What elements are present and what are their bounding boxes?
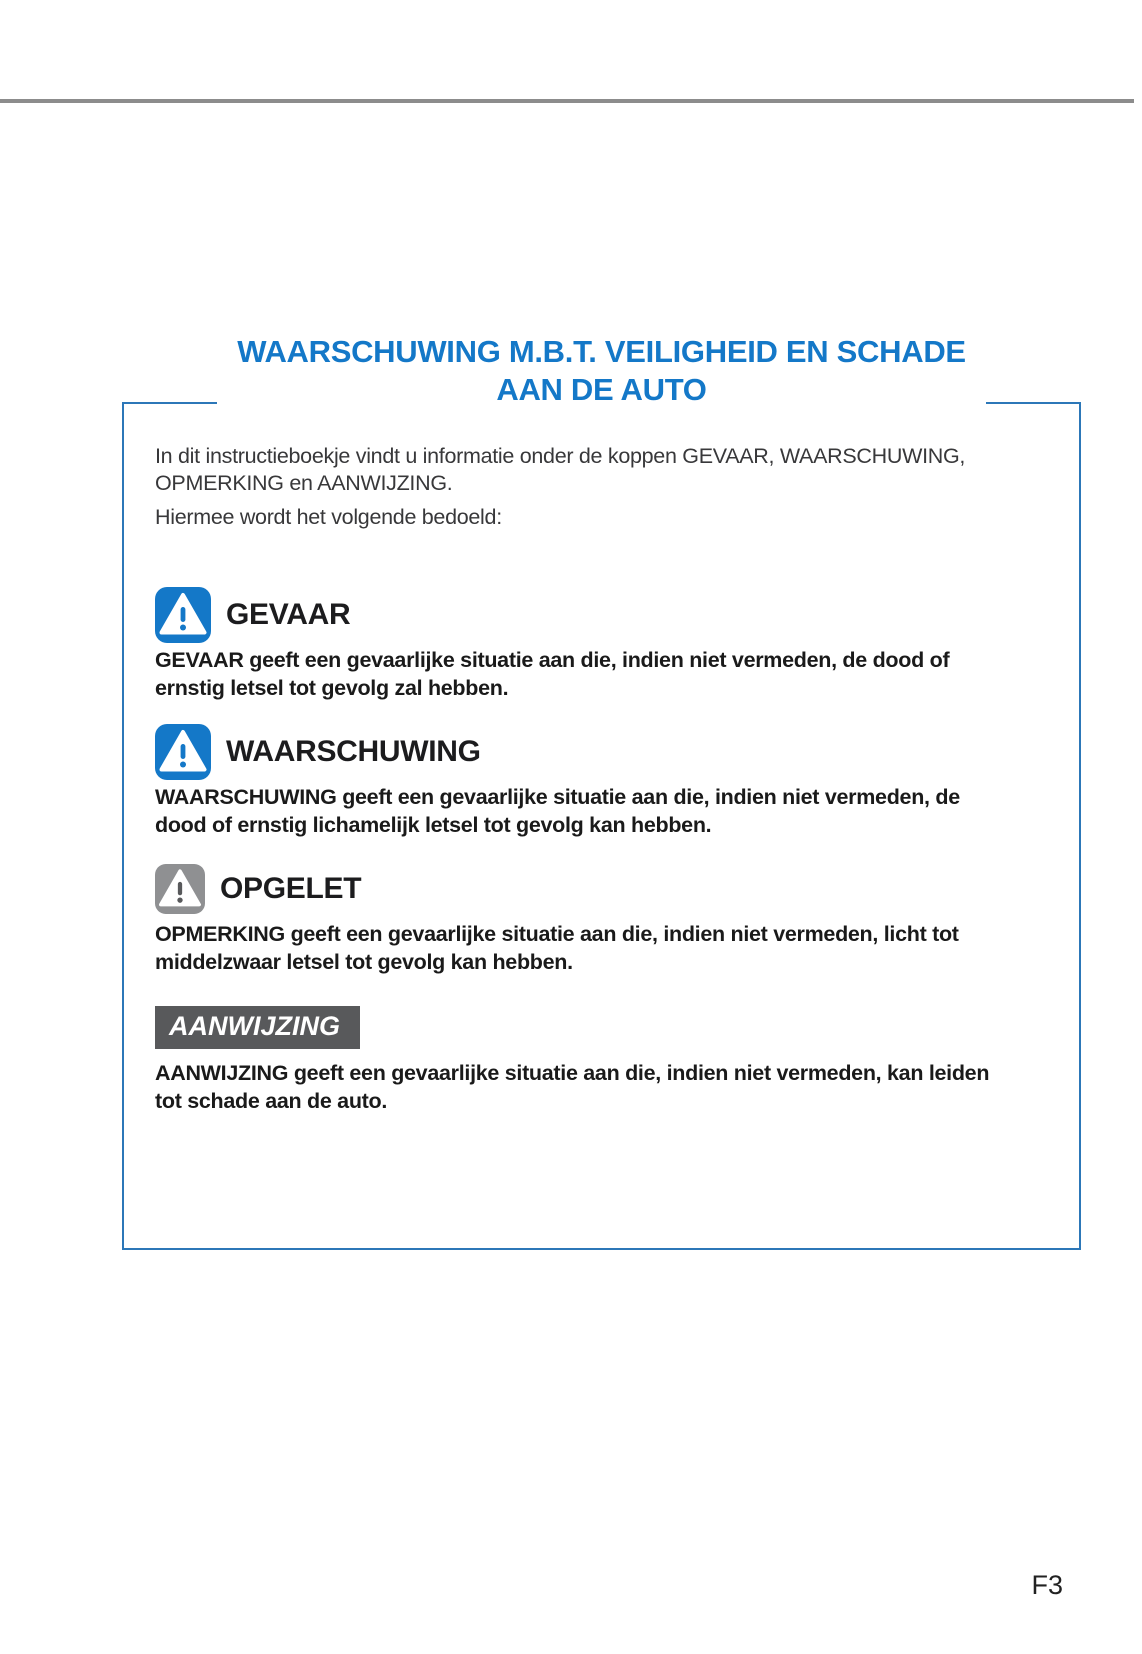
- section-body: AANWIJZING geeft een gevaarlijke situatie aan die, indien niet vermeden, kan leiden tot schade aan de auto.: [155, 1061, 990, 1113]
- warning-triangle-icon: [155, 724, 211, 780]
- section-body: GEVAAR geeft een gevaarlijke situatie aan die, indien niet vermeden, de dood of ernstig letsel tot gevolg zal hebben.: [155, 648, 950, 700]
- section-body: WAARSCHUWING geeft een gevaarlijke situatie aan die, indien niet vermeden, de dood of ernstig lichamelijk letsel tot gevolg kan hebben.: [155, 785, 960, 837]
- intro-paragraph-2: Hiermee wordt het volgende bedoeld:: [155, 505, 502, 529]
- header-divider: [0, 99, 1134, 103]
- aanwijzing-badge: AANWIJZING: [155, 1006, 360, 1049]
- section-opgelet: [155, 861, 1029, 976]
- page-title: [122, 333, 1081, 419]
- page-title-line-1: WAARSCHUWING M.B.T. VEILIGHEID EN SCHADE: [237, 334, 966, 369]
- section-heading: WAARSCHUWING: [226, 735, 481, 768]
- warning-triangle-icon: [155, 864, 205, 914]
- section-aanwijzing: [155, 1006, 1029, 1115]
- safety-notice-box: [122, 402, 1081, 1250]
- section-gevaar: [155, 587, 1029, 702]
- section-heading: OPGELET: [220, 872, 362, 905]
- warning-triangle-icon: [155, 587, 211, 643]
- section-body: OPMERKING geeft een gevaarlijke situatie aan die, indien niet vermeden, licht tot middelzwaar letsel tot gevolg kan hebben.: [155, 922, 959, 974]
- page-number: F3: [1031, 1570, 1063, 1600]
- intro-paragraph: In dit instructieboekje vindt u informatie onder de koppen GEVAAR, WAARSCHUWING, OPMERKING en AANWIJZING.: [155, 444, 966, 495]
- section-heading: GEVAAR: [226, 598, 351, 631]
- page-title-line-2: AAN DE AUTO: [496, 372, 707, 407]
- section-waarschuwing: [155, 724, 1029, 839]
